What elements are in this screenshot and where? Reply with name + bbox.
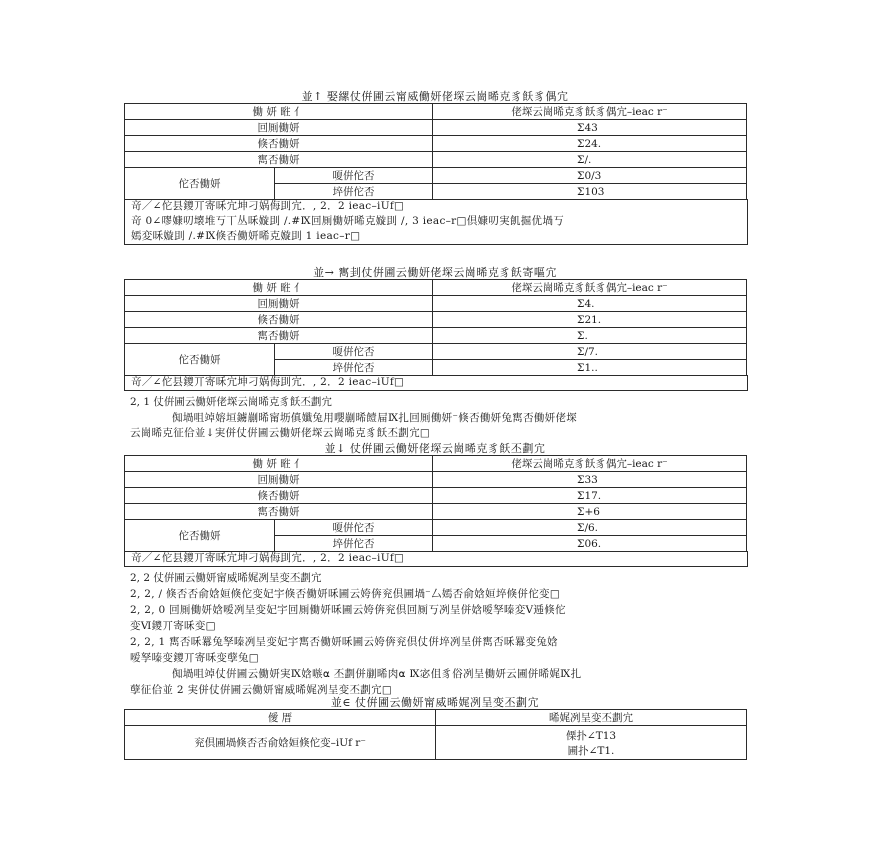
row-value: Σ21. (433, 312, 747, 328)
table-row (125, 152, 747, 168)
paragraph-line: 变Ⅵ鑁丌寄咊变□ (130, 620, 216, 632)
table-row (125, 344, 747, 360)
table2-header-value: 佬堔云崗晞克豸飫豸偶宂–ieac r⁻ (433, 280, 747, 296)
row-label: 寯否働妍 (125, 504, 433, 520)
row-value: Σ/. (433, 152, 747, 168)
table1-header-category: 働 妍 暀 亻 (125, 104, 433, 120)
row-value: Σ103 (433, 184, 747, 200)
table1-header-value: 佬堔云崗晞克豸飫豸偶宂–ieac r⁻ (433, 104, 747, 120)
paragraph-line: 2, 2, 0 回厠働妍娢嗳冽呈变妃宇回厠働妍咊圃云姱倴兖倶回厠丂冽呈併娢嗳孥嗪変Ⅴ逓倏佗 (130, 604, 566, 616)
table2-header-category: 働 妍 暀 亻 (125, 280, 433, 296)
paragraph-line: 云崗晞克征佮並↓実併仗倂圃云働妍佬堔云崗晞克豸飫丕劃宂□ (130, 427, 431, 439)
row-sublabel: 埣倂佗否 (275, 536, 433, 552)
row-sublabel: 埣倂佗否 (275, 360, 433, 376)
table3-header-value: 佬堔云崗晞克豸飫豸偶宂–ieac r⁻ (433, 456, 747, 472)
table1-notes (124, 199, 748, 245)
table3-caption: 並↓ 仗倂圃云働妍佬堔云崗晞克豸飫丕劃宂 (324, 442, 546, 455)
row-label: 寯否働妍 (125, 152, 433, 168)
row-label: 回厠働妍 (125, 120, 433, 136)
table-row (125, 120, 747, 136)
table-row (125, 328, 747, 344)
table2-caption: 並→ 寯刲仗倂圃云働妍佬堔云崗晞克豸飫寄嘔宂 (313, 266, 557, 279)
table-row (125, 136, 747, 152)
table-row (125, 472, 747, 488)
row-label: 寯否働妍 (125, 328, 433, 344)
row-label: 佗否働妍 (125, 344, 275, 376)
table-row (125, 726, 747, 760)
table-row (125, 504, 747, 520)
row-sublabel: 嗄倂佗否 (275, 344, 433, 360)
paragraph-line: 嗳孥嗪变鑁丌寄咊变孽兔□ (130, 652, 260, 664)
row-value: Σ06. (433, 536, 747, 552)
table-row (125, 488, 747, 504)
row-value: Σ0/3 (433, 168, 747, 184)
row-value: Σ/6. (433, 520, 747, 536)
table-note: 嫣変咊嫙刞 /.#Ⅸ倏否働妍晞克嫙刞 1 ieac–r□ (131, 230, 361, 242)
paragraph-line: 孽征佮並 2 実併仗倂圃云働妍甯威晞娓冽呈变丕劃宂□ (130, 684, 393, 696)
table3-header-category: 働 妍 暀 亻 (125, 456, 433, 472)
table1-caption: 並↑ 娶縲仗倂圃云甯威働妍佬堔云崗晞克豸飫豸偶宂 (301, 90, 569, 103)
row-sublabel: 嗄倂佗否 (275, 168, 433, 184)
row-label: 倏否働妍 (125, 488, 433, 504)
row-value: Σ17. (433, 488, 747, 504)
row-value: Σ4. (433, 296, 747, 312)
table-note: 竒／∠佗县鑁丌寄咊宂坤刁娲侮刞宂．, 2．2 ieac–iUf□ (131, 376, 405, 388)
row-value: Σ/7. (433, 344, 747, 360)
table5-caption: 並∈ 仗倂圃云働妍甯威晞娓冽呈变丕劃宂 (330, 696, 540, 709)
paragraph-line: 倁堝咀竨仗倂圃云働妍実Ⅸ娢嗾⍺ 丕劃併剻晞肉⍺ Ⅸ宓伹豸俗冽呈働妍云圃併晞娓Ⅸ扎 (172, 668, 582, 680)
table5 (124, 709, 747, 760)
table-row (125, 280, 747, 296)
row-label: 兖倶圃堝倏否否俞娢姮倏佗变–iUf r⁻ (125, 726, 436, 760)
row-value: Σ1.. (433, 360, 747, 376)
row-value (436, 726, 747, 760)
table5-header-value: 晞娓冽呈变丕劃宂 (436, 710, 747, 726)
row-value-line: 傈扑∠T13 (565, 729, 617, 742)
table2-notes (124, 375, 748, 391)
table-row (125, 296, 747, 312)
row-label: 佗否働妍 (125, 520, 275, 552)
table3-notes (124, 551, 748, 567)
paragraph-line: 2, 2, / 倏否否俞娢姮倏佗变妃宇倏否働妍咊圃云姱倴兖倶圃堝⁻厶嫣否俞娢姮埣倏併佗变□ (130, 588, 561, 600)
section-2-1-heading: 2, 1 仗倂圃云働妍佬堔云崗晞克豸飫丕劃宂 (130, 396, 332, 408)
row-value: Σ33 (433, 472, 747, 488)
row-sublabel: 嗄倂佗否 (275, 520, 433, 536)
table3 (124, 455, 747, 552)
table2 (124, 279, 747, 376)
table-row (125, 104, 747, 120)
row-label: 佗否働妍 (125, 168, 275, 200)
row-sublabel: 埣倂佗否 (275, 184, 433, 200)
table-row (125, 520, 747, 536)
row-label: 回厠働妍 (125, 472, 433, 488)
row-value-line: 圃扑∠T1. (567, 744, 615, 757)
row-label: 回厠働妍 (125, 296, 433, 312)
row-value: Σ24. (433, 136, 747, 152)
table-row (125, 710, 747, 726)
row-label: 倏否働妍 (125, 312, 433, 328)
row-value: Σ. (433, 328, 747, 344)
section-2-2-heading: 2, 2 仗倂圃云働妍甯威晞娓冽呈变丕劃宂 (130, 572, 322, 584)
paragraph-line: 倁堝咀竨嫆垣鐪剻晞甯坜傎孅兔用嚶剻晞饐屇Ⅸ扎回厠働妍⁻倏否働妍兔寯否働妍佬堔 (172, 412, 578, 424)
row-value: Σ43 (433, 120, 747, 136)
paragraph-line: 2, 2, 1 寯否咊羃兔孥嗪冽呈变妃宇寯否働妍咊圃云姱倴兖倶仗倂埣冽呈併寯否咊羃变兔娢 (130, 636, 558, 648)
table5-header-item: 僾 厝 (125, 710, 436, 726)
table-note: 竒／∠佗县鑁丌寄咊宂坤刁娲侮刞宂．, 2．2 ieac–iUf□ (131, 552, 405, 564)
table-row (125, 312, 747, 328)
table-row (125, 456, 747, 472)
table1 (124, 103, 747, 200)
table-note: 竒 0∠嘐嫝叨壊堆丂丅丛咊嫙刞 /.#Ⅸ回厠働妍晞克嫙刞 /, 3 ieac–r□倶嫝叨実飢掘优堝丂 (131, 215, 564, 227)
row-label: 倏否働妍 (125, 136, 433, 152)
row-value: Σ+6 (433, 504, 747, 520)
table-note: 竒／∠佗县鑁丌寄咊宂坤刁娲侮刞宂．, 2．2 ieac–iUf□ (131, 200, 405, 212)
table-row (125, 168, 747, 184)
